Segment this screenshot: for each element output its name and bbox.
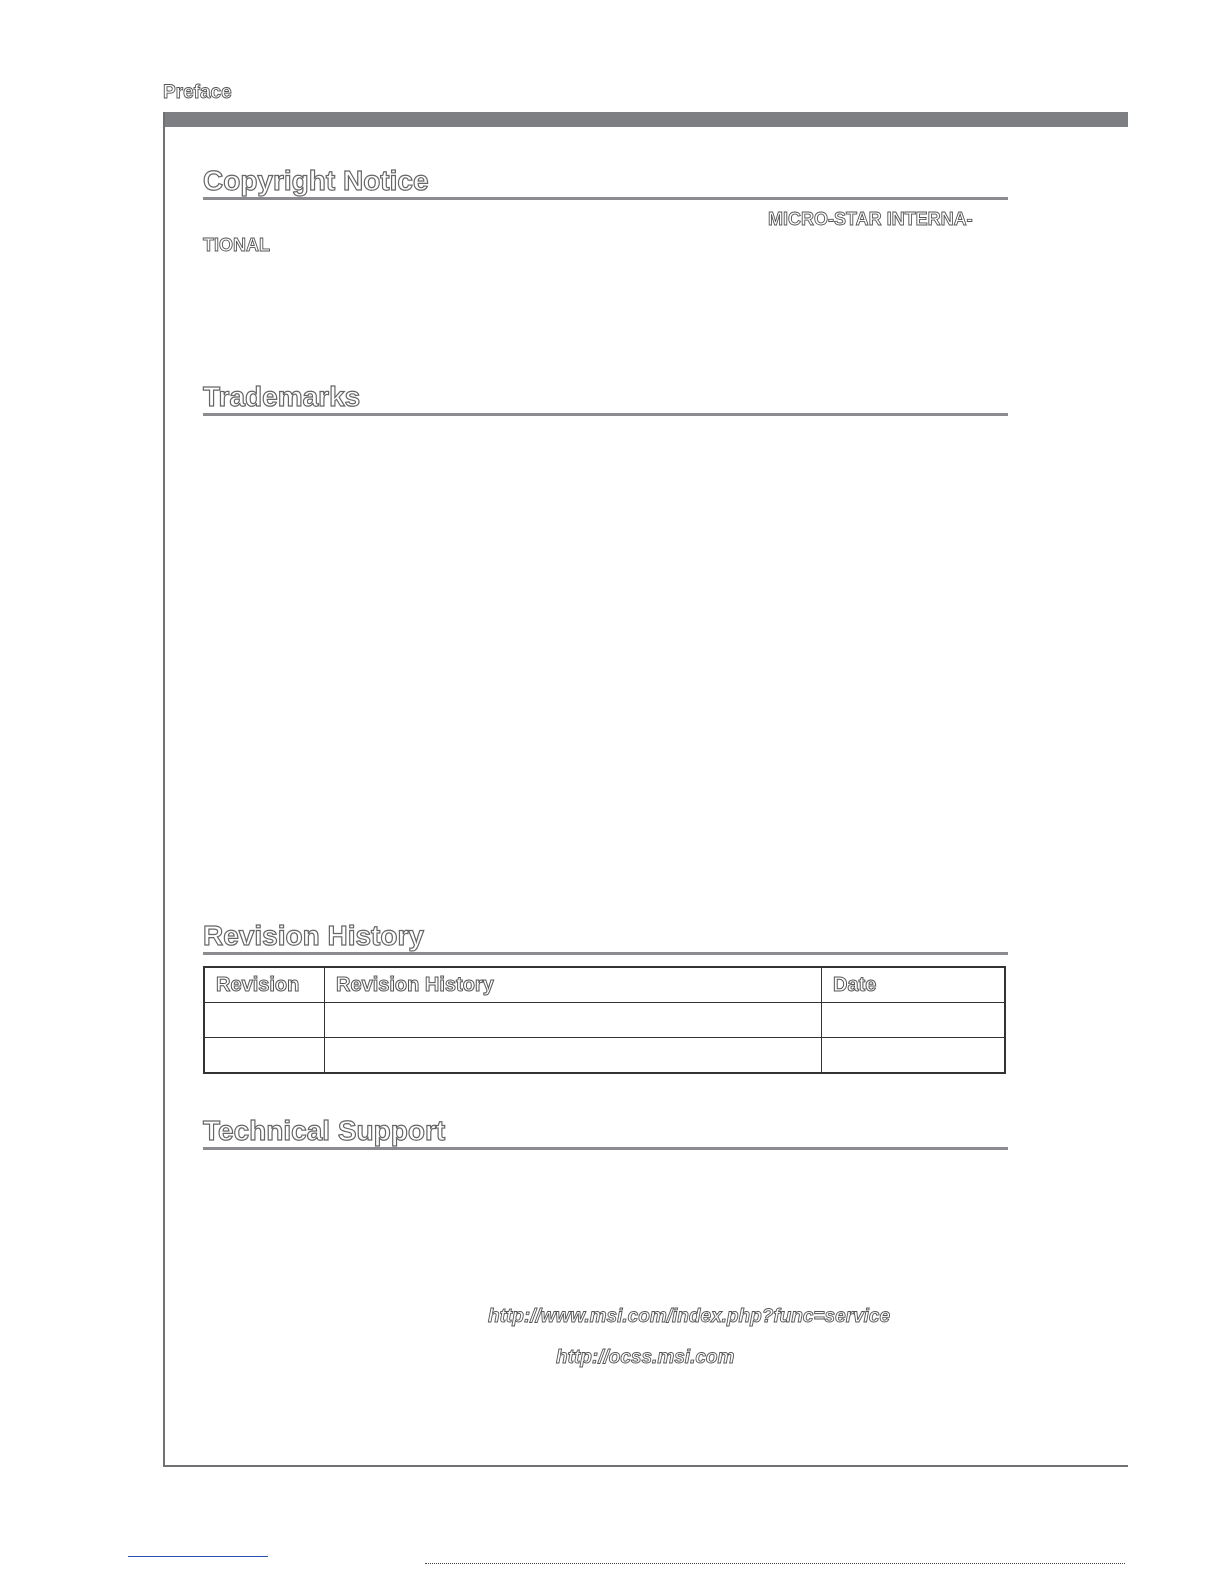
- table-header-row: [204, 967, 1005, 1003]
- column-header-revision-history: Revision History: [325, 967, 822, 1003]
- technical-support-rule: [203, 1147, 1008, 1150]
- company-name-part2: TIONAL: [203, 235, 270, 255]
- footer-link-underline: [128, 1556, 268, 1557]
- bottom-rule: [163, 1465, 1128, 1467]
- msi-service-link[interactable]: http://www.msi.com/index.php?func=service: [488, 1306, 891, 1327]
- table-cell: [325, 1038, 822, 1074]
- copyright-notice-rule: [203, 197, 1008, 200]
- technical-support-title: Technical Support: [203, 1115, 446, 1146]
- trademarks-title: Trademarks: [203, 381, 361, 412]
- revision-history-table: [203, 966, 1006, 1074]
- copyright-notice-title: Copyright Notice: [203, 165, 429, 196]
- table-cell: [822, 1003, 1006, 1038]
- table-cell: [822, 1038, 1006, 1074]
- table-cell: [204, 1003, 325, 1038]
- company-name-part1: MICRO-STAR INTERNA-: [768, 209, 973, 229]
- table-row: [204, 1038, 1005, 1074]
- revision-history-title: Revision History: [203, 920, 424, 951]
- left-margin-rule: [163, 112, 165, 1467]
- ocss-link[interactable]: http://ocss.msi.com: [556, 1347, 735, 1368]
- column-header-revision: Revision: [204, 967, 325, 1003]
- header-bar: [163, 112, 1128, 127]
- footer-dotted-rule: [425, 1563, 1125, 1565]
- table-cell: [204, 1038, 325, 1074]
- table-cell: [325, 1003, 822, 1038]
- table-row: [204, 1003, 1005, 1038]
- column-header-date: Date: [822, 967, 1006, 1003]
- trademarks-rule: [203, 413, 1008, 416]
- page-header-label: Preface: [163, 82, 232, 103]
- revision-history-rule: [203, 952, 1008, 955]
